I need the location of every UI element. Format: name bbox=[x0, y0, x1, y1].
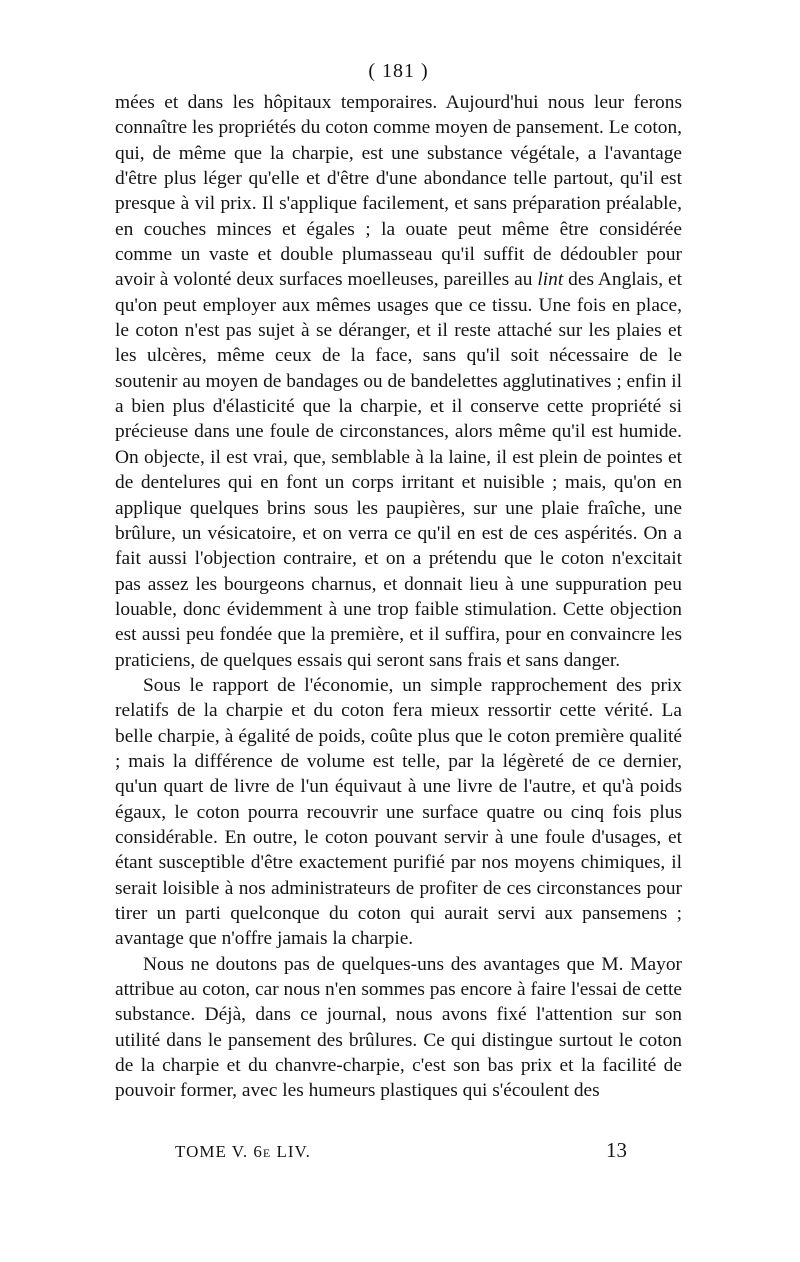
paragraph-2 bbox=[115, 673, 682, 952]
paragraph-1 bbox=[115, 90, 682, 673]
paragraph-3 bbox=[115, 952, 682, 1104]
page-number: ( 181 ) bbox=[368, 60, 429, 82]
body-text bbox=[115, 90, 682, 1104]
gathering-number: 13 bbox=[606, 1138, 627, 1162]
paragraph-1-text-a: mées et dans les hôpitaux temporaires. Aujourd'hui nous leur ferons connaître les propriétés du coton comme moyen de pansement. Le coton, qui, de même que la charpie, est une substance végétale, a l'avantage d'être plus léger qu'elle et d'être d'une abondance telle partout, qu'il est presque à vil prix. Il s'applique facilement, et sans préparation préalable, en couches minces et égales ; la ouate peut même être considérée comme un vaste et double plumasseau qu'il suffit de dédoubler pour avoir à volonté deux surfaces moelleuses, pareilles au bbox=[115, 92, 682, 291]
paragraph-1-italic-lint: lint bbox=[537, 269, 564, 291]
volume-signature: TOME V. 6e LIV. bbox=[175, 1142, 311, 1161]
paragraph-3-text: Nous ne doutons pas de quelques-uns des avantages que M. Mayor attribue au coton, car nous n'en sommes pas encore à faire l'essai de cette substance. Déjà, dans ce journal, nous avons fixé l'attention sur son utilité dans le pansement des brûlures. Ce qui distingue surtout le coton de la charpie et du chanvre-charpie, c'est son bas prix et la facilité de pouvoir former, avec les humeurs plastiques qui s'écoulent des bbox=[115, 953, 682, 1102]
paragraph-2-text: Sous le rapport de l'économie, un simple rapprochement des prix relatifs de la charpie et du coton fera mieux ressortir cette vérité. La belle charpie, à égalité de poids, coûte plus que le coton première qualité ; mais la différence de volume est telle, par la légèreté de ce dernier, qu'un quart de livre de l'un équivaut à une livre de l'autre, et qu'à poids égaux, le coton pourra recouvrir une surface quatre ou cinq fois plus considérable. En outre, le coton pouvant servir à une foule d'usages, et étant susceptible d'être exactement purifié par nos moyens chimiques, il serait loisible à nos administrateurs de profiter de ces circonstances pour tirer un parti quelconque du coton qui aurait servi aux pansemens ; avantage que n'offre jamais la charpie. bbox=[115, 674, 682, 950]
page-footer bbox=[175, 1138, 627, 1168]
paragraph-1-text-b: des Anglais, et qu'on peut employer aux mêmes usages que ce tissu. Une fois en place, le coton n'est pas sujet à se déranger, et il reste attaché sur les plaies et les ulcères, même ceux de la face, sans qu'il soit nécessaire de le soutenir au moyen de bandages ou de bandelettes agglutinatives ; enfin il a bien plus d'élasticité que la charpie, et il conserve cette propriété si précieuse dans une foule de circonstances, alors même qu'il est humide. On objecte, il est vrai, que, semblable à la laine, il est plein de pointes et de dentelures qui en font un corps irritant et nuisible ; mais, qu'on en applique quelques brins sous les paupières, sur une plaie fraîche, une brûlure, un vésicatoire, et on verra ce qu'il en est de ces aspérités. On a fait aussi l'objection contraire, et on a prétendu que le coton n'excitait pas assez les bourgeons charnus, et donnait lieu à une suppuration peu louable, donc évidemment à une trop faible stimulation. Cette objection est aussi peu fondée que la première, et il suffira, pour en convaincre les praticiens, de quelques essais qui seront sans frais et sans danger. bbox=[115, 269, 683, 671]
page-content bbox=[115, 58, 682, 1104]
